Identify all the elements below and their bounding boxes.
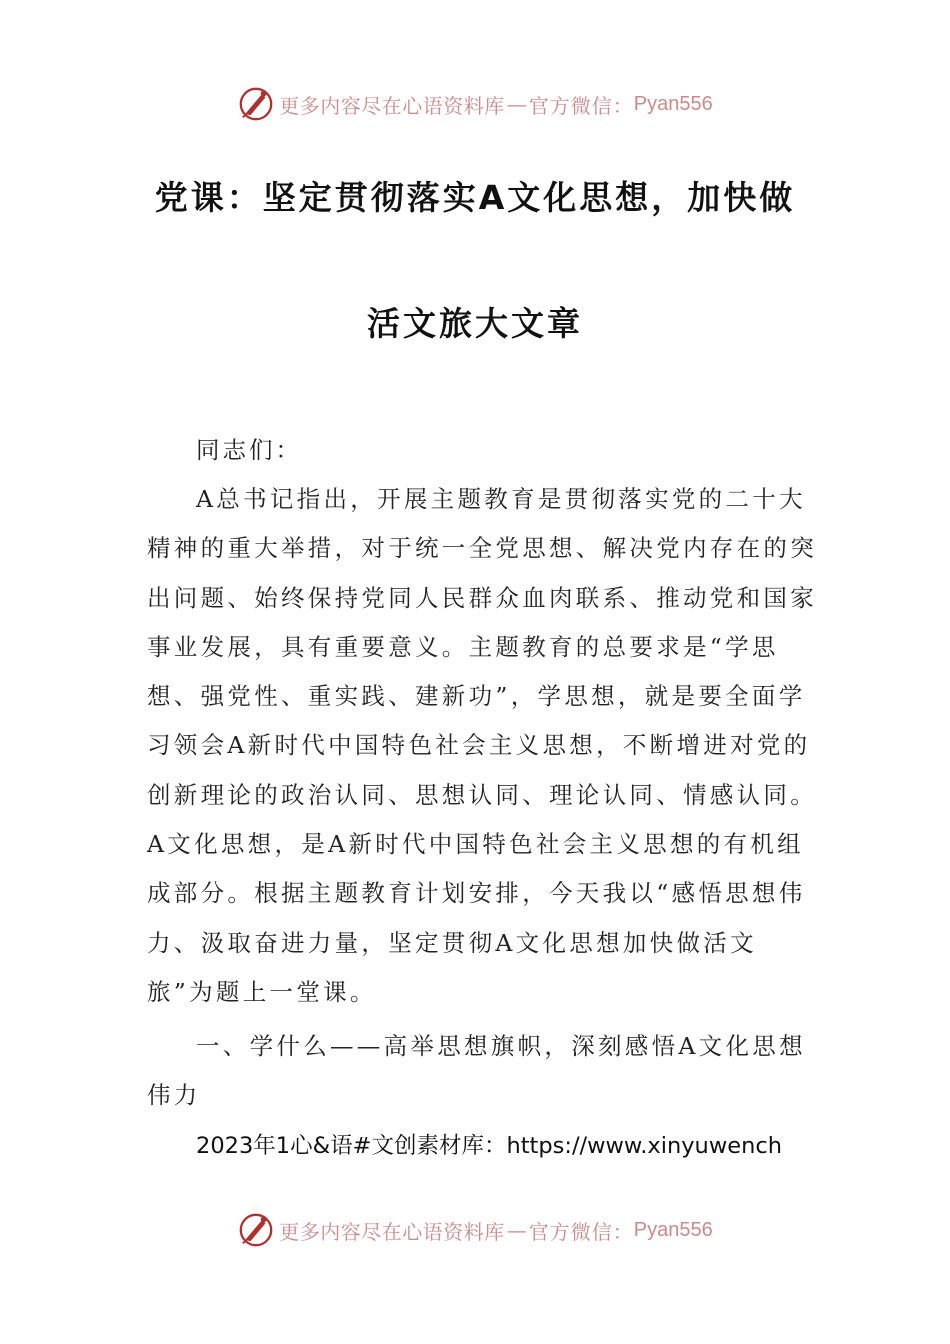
- document-title-line-1: 党课：坚定贯彻落实A文化思想，加快做: [154, 178, 796, 217]
- banner-wechat-id: Pyan556: [633, 92, 713, 115]
- footer-watermark-banner: [0, 1210, 950, 1250]
- banner-wechat-id: Pyan556: [633, 1218, 713, 1241]
- section-heading-1: 一、学什么——高举思想旗帜，深刻感悟A文化思想伟力: [147, 1032, 806, 1110]
- body-paragraph-1: A总书记指出，开展主题教育是贯彻落实党的二十大精神的重大举措，对于统一全党思想、解决党内存在的突出问题、始终保持党同人民群众血肉联系、推动党和国家事业发展，具有重要意义。主题教育的总要求是“学思想、强党性、重实践、建新功”，学思想，就是要全面学习领会A新时代中国特色社会主义思想，不断增进对党的创新理论的政治认同、思想认同、理论认同、情感认同。A文化思想，是A新时代中国特色社会主义思想的有机组成部分。根据主题教育计划安排，今天我以“感悟思想伟力、汲取奋进力量，坚定贯彻A文化思想加快做活文旅”为题上一堂课。: [147, 485, 817, 1006]
- banner-separator: —: [506, 1218, 527, 1242]
- banner-brand-text: 更多内容尽在心语资料库: [279, 1219, 505, 1244]
- banner-brand-text: 更多内容尽在心语资料库: [279, 93, 505, 118]
- source-footer-line: 2023年1心&语#文创素材库：https://www.xinyuwench: [196, 1133, 782, 1159]
- document-title-line-2: 活文旅大文章: [367, 304, 583, 343]
- banner-official-label: 官方微信：: [528, 1219, 634, 1244]
- pen-logo-icon: [237, 85, 275, 123]
- banner-official-label: 官方微信：: [528, 93, 634, 118]
- banner-separator: —: [506, 92, 527, 116]
- pen-logo-icon: [237, 1211, 275, 1249]
- header-watermark-banner: [0, 84, 950, 124]
- greeting: 同志们：: [196, 436, 302, 464]
